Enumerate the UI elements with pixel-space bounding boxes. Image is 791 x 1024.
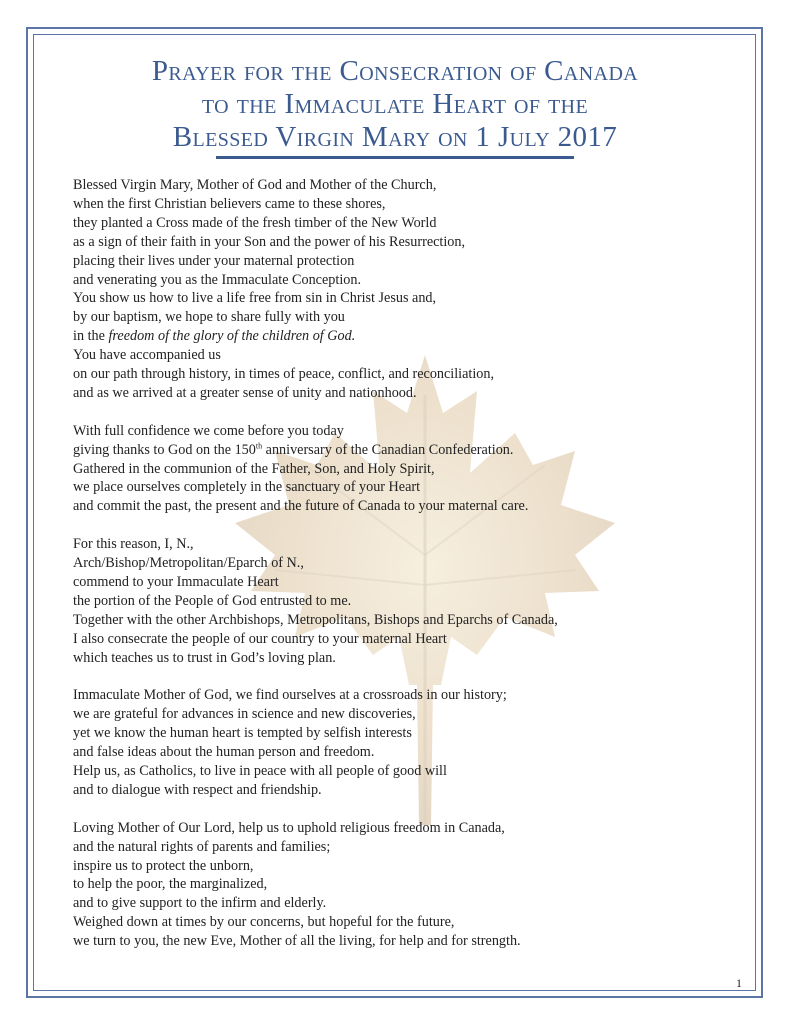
prayer-line: Arch/Bishop/Metropolitan/Eparch of N.,	[73, 555, 304, 572]
prayer-line: commend to your Immaculate Heart	[73, 574, 279, 590]
prayer-line: and to give support to the infirm and elderly.	[73, 895, 327, 912]
prayer-line: For this reason, I, N.,	[73, 536, 194, 553]
title-underline	[216, 156, 574, 159]
prayer-line: and as we arrived at a greater sense of unity and nationhood.	[73, 384, 417, 401]
prayer-line: inspire us to protect the unborn,	[73, 857, 254, 874]
prayer-body	[73, 176, 743, 951]
prayer-line: and to dialogue with respect and friendship.	[73, 781, 322, 798]
prayer-line: giving thanks to God on the 150th anniversary of the Canadian Confederation.	[73, 440, 514, 458]
prayer-line: and the natural rights of parents and families;	[73, 838, 331, 855]
prayer-line: Immaculate Mother of God, we find ourselves at a crossroads in our history;	[73, 687, 507, 704]
prayer-line: which teaches us to trust in God’s loving plan.	[73, 649, 336, 666]
prayer-line: placing their lives under your maternal protection	[73, 252, 355, 269]
prayer-line: we place ourselves completely in the sanctuary of your Heart	[73, 479, 421, 496]
prayer-line: they planted a Cross made of the fresh timber of the New World	[73, 214, 437, 231]
prayer-line: the portion of the People of God entrusted to me.	[73, 592, 352, 609]
paragraph-gap	[73, 516, 743, 535]
prayer-line: Loving Mother of Our Lord, help us to uphold religious freedom in Canada,	[73, 819, 505, 836]
prayer-line: yet we know the human heart is tempted by selfish interests	[73, 725, 412, 742]
page-title	[60, 55, 730, 154]
paragraph	[73, 686, 743, 799]
prayer-line: to help the poor, the marginalized,	[73, 876, 268, 893]
prayer-line: You have accompanied us	[73, 347, 221, 364]
prayer-line: Help us, as Catholics, to live in peace with all people of good will	[73, 763, 447, 780]
paragraph-gap	[73, 800, 743, 819]
prayer-line: as a sign of their faith in your Son and the power of his Resurrection,	[73, 233, 466, 250]
page-number: 1	[736, 976, 742, 990]
prayer-line: You show us how to live a life free from sin in Christ Jesus and,	[73, 290, 437, 307]
prayer-line: Together with the other Archbishops, Metropolitans, Bishops and Eparchs of Canada,	[73, 611, 558, 628]
paragraph	[73, 819, 743, 951]
title-line: Prayer for the Consecration of Canada	[151, 55, 639, 87]
title-line: Blessed Virgin Mary on 1 July 2017	[172, 121, 618, 153]
prayer-line: and commit the past, the present and the future of Canada to your maternal care.	[73, 498, 529, 515]
paragraph	[73, 176, 743, 403]
prayer-line: by our baptism, we hope to share fully with you	[73, 309, 345, 326]
prayer-line: and false ideas about the human person and freedom.	[73, 744, 375, 761]
prayer-line: we are grateful for advances in science and new discoveries,	[73, 706, 416, 723]
prayer-line: in the freedom of the glory of the children of God.	[73, 328, 356, 345]
title-line: to the Immaculate Heart of the	[201, 88, 589, 120]
prayer-line: I also consecrate the people of our country to your maternal Heart	[73, 630, 447, 647]
prayer-line: we turn to you, the new Eve, Mother of all the living, for help and for strength.	[73, 933, 521, 950]
prayer-line: on our path through history, in times of peace, conflict, and reconciliation,	[73, 366, 495, 383]
prayer-line: With full confidence we come before you today	[73, 422, 344, 439]
paragraph	[73, 535, 743, 667]
prayer-line: when the first Christian believers came to these shores,	[73, 195, 386, 212]
prayer-line: Blessed Virgin Mary, Mother of God and Mother of the Church,	[73, 177, 437, 193]
paragraph-gap	[73, 668, 743, 687]
prayer-line: Weighed down at times by our concerns, but hopeful for the future,	[73, 914, 455, 931]
paragraph	[73, 422, 743, 517]
prayer-line: Gathered in the communion of the Father, Son, and Holy Spirit,	[73, 460, 435, 477]
paragraph-gap	[73, 403, 743, 422]
prayer-line: and venerating you as the Immaculate Conception.	[73, 271, 361, 288]
